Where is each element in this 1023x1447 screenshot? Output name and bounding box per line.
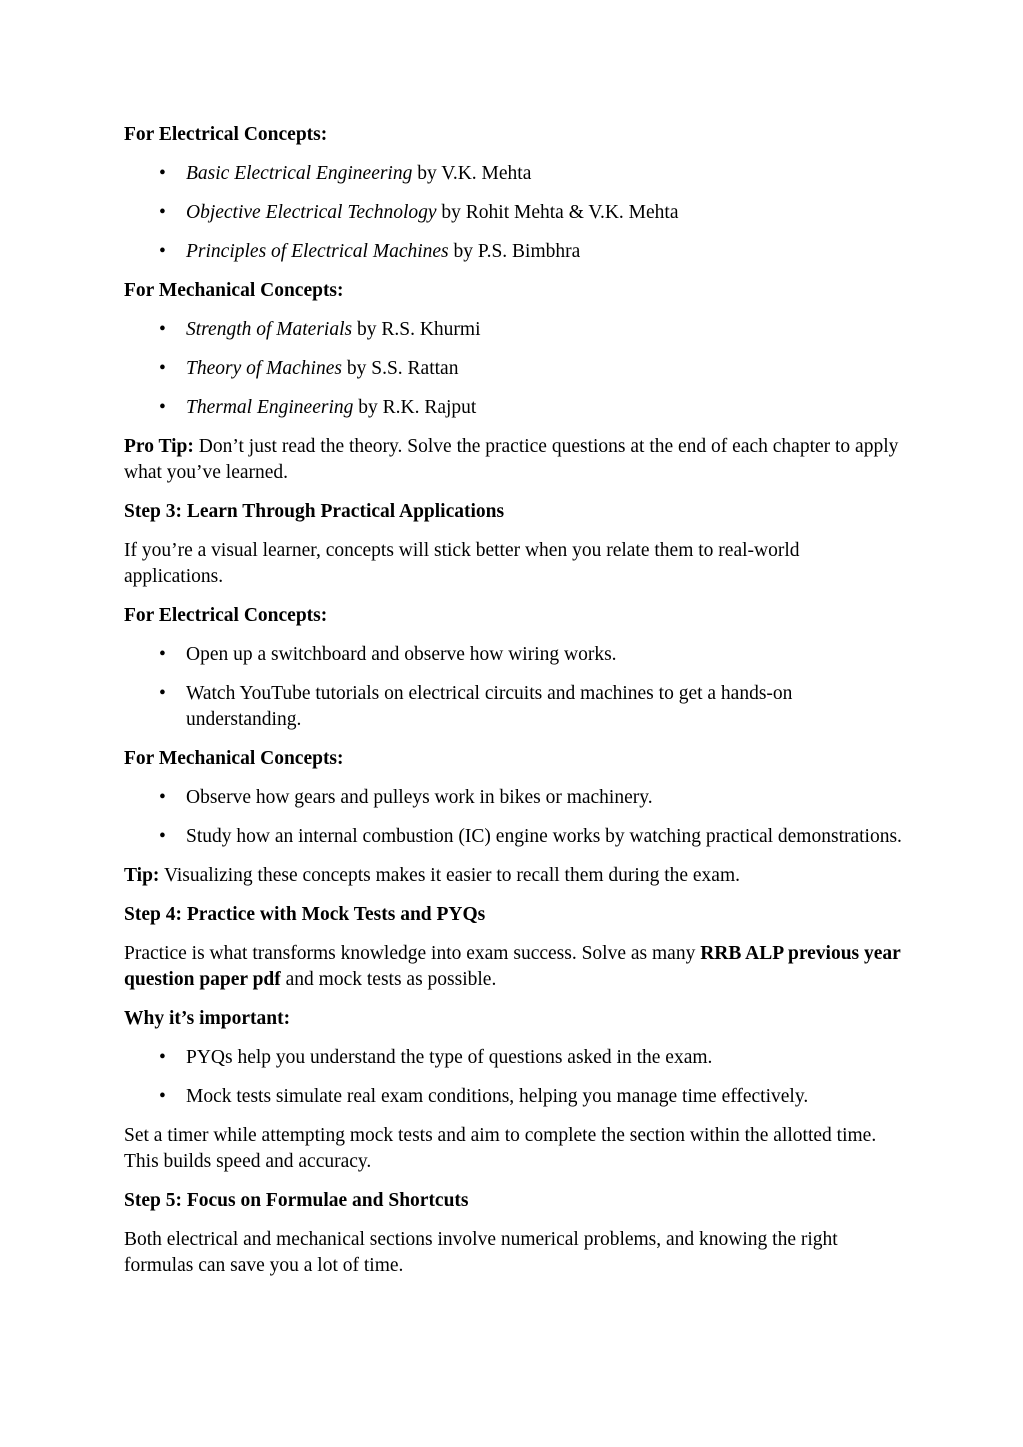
book-author: by S.S. Rattan <box>341 358 459 379</box>
step-4-heading: Step 4: Practice with Mock Tests and PYQs <box>124 904 486 925</box>
why-important-heading: Why it’s important: <box>124 1008 291 1029</box>
list-item <box>186 317 903 343</box>
list-item <box>186 200 903 226</box>
pro-tip-text: Don’t just read the theory. Solve the practice questions at the end of each chapter to apply what you’ve learned. <box>124 436 899 483</box>
step-4-paragraph <box>124 941 903 993</box>
book-author: by Rohit Mehta & V.K. Mehta <box>436 202 679 223</box>
electrical-books-list <box>124 161 903 265</box>
electrical-practical-list <box>124 642 903 733</box>
section-heading-mechanical-practical: For Mechanical Concepts: <box>124 748 344 769</box>
list-item: • PYQs help you understand the type of questions asked in the exam. <box>186 1045 903 1071</box>
book-author: by R.S. Khurmi <box>352 319 481 340</box>
book-title: Theory of Machines <box>186 358 342 379</box>
why-important-list <box>124 1045 903 1110</box>
pro-tip-label: Pro Tip: <box>124 436 194 457</box>
tip-text: Visualizing these concepts makes it easier to recall them during the exam. <box>159 865 740 886</box>
step-3-intro: If you’re a visual learner, concepts will stick better when you relate them to real-world applications. <box>124 540 800 587</box>
book-author: by V.K. Mehta <box>412 163 532 184</box>
pro-tip-paragraph <box>124 434 903 486</box>
list-item <box>186 239 903 265</box>
book-title: Principles of Electrical Machines <box>186 241 449 262</box>
mechanical-books-list <box>124 317 903 421</box>
section-heading-mechanical-books: For Mechanical Concepts: <box>124 280 344 301</box>
step-5-intro: Both electrical and mechanical sections involve numerical problems, and knowing the right formulas can save you a lot of time. <box>124 1229 838 1276</box>
tip-label: Tip: <box>124 865 160 886</box>
list-item <box>186 395 903 421</box>
list-item: • Study how an internal combustion (IC) engine works by watching practical demonstrations. <box>186 824 903 850</box>
book-title: Objective Electrical Technology <box>186 202 437 223</box>
section-heading-electrical-books: For Electrical Concepts: <box>124 124 328 145</box>
book-author: by R.K. Rajput <box>353 397 477 418</box>
list-item: • Mock tests simulate real exam conditions, helping you manage time effectively. <box>186 1084 903 1110</box>
list-item <box>186 161 903 187</box>
pyq-keyword: RRB ALP previous year question paper pdf <box>124 943 901 990</box>
mechanical-practical-list <box>124 785 903 850</box>
tip-paragraph <box>124 863 903 889</box>
step-4-text: Practice is what transforms knowledge into exam success. Solve as many <box>124 943 701 964</box>
book-author: by P.S. Bimbhra <box>448 241 581 262</box>
list-item: • Watch YouTube tutorials on electrical circuits and machines to get a hands-on understanding. <box>186 681 903 733</box>
list-item: • Open up a switchboard and observe how wiring works. <box>186 642 903 668</box>
list-item <box>186 356 903 382</box>
step-3-heading: Step 3: Learn Through Practical Applications <box>124 501 505 522</box>
timer-paragraph: Set a timer while attempting mock tests and aim to complete the section within the allotted time. This builds speed and accuracy. <box>124 1125 877 1172</box>
step-4-text-end: and mock tests as possible. <box>280 969 497 990</box>
list-item: • Observe how gears and pulleys work in bikes or machinery. <box>186 785 903 811</box>
book-title: Thermal Engineering <box>186 397 354 418</box>
book-title: Strength of Materials <box>186 319 353 340</box>
book-title: Basic Electrical Engineering <box>186 163 413 184</box>
step-5-heading: Step 5: Focus on Formulae and Shortcuts <box>124 1190 469 1211</box>
section-heading-electrical-practical: For Electrical Concepts: <box>124 605 328 626</box>
